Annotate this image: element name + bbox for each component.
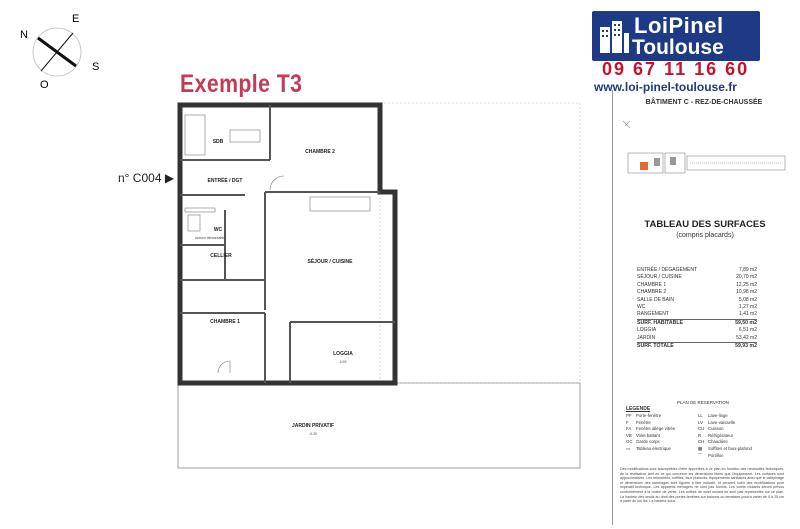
- table-row: [637, 327, 757, 334]
- brand-logo[interactable]: [592, 11, 760, 61]
- row-value: 59,93 m2: [735, 342, 757, 349]
- row-value: 1,41 m2: [738, 311, 757, 318]
- building-label: BÂTIMENT C - REZ-DE-CHAUSSÉE: [645, 99, 763, 106]
- compass-west: O: [40, 79, 49, 91]
- room-jardin: JARDIN PRIVATIF: [291, 423, 335, 429]
- legend-code: CU: [698, 426, 705, 432]
- row-value: 1,27 m2: [738, 303, 757, 310]
- legend-row: [626, 413, 786, 420]
- legend-row: [626, 446, 786, 453]
- room-loggia-dim: 4.93: [339, 360, 347, 364]
- legend-text: Fenêtre allège vitrée: [636, 426, 676, 432]
- table-row: [637, 274, 757, 281]
- row-label: RANGEMENT: [637, 311, 669, 318]
- soffit-icon: ▩: [698, 445, 703, 451]
- room-jardin-dim: -0.20: [309, 432, 317, 436]
- room-sdb: SDB: [212, 139, 224, 145]
- room-sejour: SÉJOUR / CUISINE: [307, 259, 353, 265]
- legend-text: Lave-vaisselle: [708, 419, 736, 425]
- row-label: CHAMBRE 2: [637, 289, 667, 296]
- phone-number[interactable]: 09 67 11 16 60: [602, 59, 750, 79]
- legend-row: [626, 433, 786, 440]
- room-wc-note: cloison démontable: [194, 236, 226, 240]
- row-value: 12,25 m2: [736, 281, 757, 288]
- legend-text: Porte-fenêtre: [636, 413, 662, 418]
- legend-row: [626, 439, 786, 446]
- total-row: [637, 342, 757, 350]
- room-chambre-1: CHAMBRE 1: [210, 319, 240, 325]
- legend-text: Tableau électrique: [636, 445, 671, 451]
- legend-code: FA: [626, 426, 632, 432]
- row-label: WC: [637, 303, 646, 310]
- compass-east: E: [72, 13, 80, 25]
- row-value: 6,51 m2: [738, 327, 757, 334]
- legend-text: Chaudière: [708, 439, 728, 445]
- legend-text: Fenêtre: [636, 419, 651, 425]
- table-row: [637, 297, 757, 304]
- brand-loi: Loi: [634, 13, 669, 38]
- legend-code: PF: [626, 413, 632, 418]
- legend-text: Cuisson: [708, 426, 724, 432]
- legend-code: CH: [698, 439, 705, 445]
- legend-code: LV: [698, 419, 703, 425]
- disclaimer-notes: Des modifications sont susceptibles d'être apportées à ce plan en fonction des nécessités techniques, de la réalisation tant en ce qui concerne les dimensions libres que l'équipement. Les surfaces sont approximatives. Les retombées, soffites, faux plafonds, équipements sanitaires ainsi que le calepinage et dimensions des carrelages sont figurés à titre indicatif, et peuvent subir des modifications pour impératif technique. Les appareils ménagers ne sont pas fournis. Les volets roulants seront prévus conformément à la notice de vente. Les coffres de volet roulant ne sont pas représentés sur ce plan. La hauteur des seuils au droit des portes-fenêtres sur balcons ou terrasses pourra varier de 5 à 25 cm à partir du sol fini. La hauteur sous: [620, 467, 784, 504]
- legend-title: LEGENDE: [626, 406, 651, 412]
- legend-text: Soffites et faux-plafond: [708, 445, 752, 451]
- compass-north: N: [20, 29, 28, 41]
- legend-text: Lave-linge: [708, 413, 728, 418]
- brand-pinel: Pinel: [668, 13, 724, 38]
- row-label: SALLE DE BAIN: [637, 296, 674, 303]
- row-value: 5,08 m2: [738, 296, 757, 303]
- legend-code: VB: [626, 432, 632, 438]
- triangle-right-icon: ▶: [164, 171, 175, 185]
- row-value: 10,98 m2: [736, 289, 757, 296]
- building-icon: [598, 17, 630, 55]
- table-row: [637, 335, 757, 342]
- legend-code: LL: [698, 413, 703, 418]
- legend-text: Volet battant: [636, 432, 660, 438]
- electric-panel-icon: ▭: [626, 445, 631, 451]
- legend-row: [626, 420, 786, 427]
- website-link[interactable]: www.loi-pinel-toulouse.fr: [594, 80, 737, 94]
- row-value: 20,70 m2: [736, 274, 757, 281]
- legend-text: Réfrigérateur: [708, 432, 734, 438]
- room-loggia: LOGGIA: [333, 351, 353, 357]
- legend-text: Garde corps: [636, 439, 660, 445]
- legend-code: R: [698, 432, 702, 438]
- key-plan: [620, 118, 790, 186]
- surfaces-table: [637, 267, 757, 350]
- lot-marker-label: n° C004: [118, 171, 162, 185]
- room-cellier: CELLIER: [210, 253, 232, 259]
- floor-plan: [170, 100, 600, 475]
- compass-south: S: [92, 61, 100, 73]
- legend-spacer: [626, 453, 636, 460]
- table-row: [637, 289, 757, 296]
- legend-code: F: [626, 419, 629, 425]
- habitable-row: [637, 319, 757, 327]
- legend-code: GC: [626, 439, 633, 445]
- lot-marker: [118, 171, 174, 185]
- row-label: SURF. HABITABLE: [637, 319, 684, 326]
- legend-text: Portillon: [708, 452, 724, 458]
- room-chambre-2: CHAMBRE 2: [305, 149, 335, 155]
- row-value: 7,89 m2: [738, 267, 757, 273]
- row-label: SURF. TOTALE: [637, 342, 674, 349]
- row-value: 53,42 m2: [736, 334, 757, 341]
- brand-city: Toulouse: [632, 36, 724, 59]
- room-wc: WC: [213, 227, 223, 233]
- legend-row: [626, 453, 786, 460]
- surfaces-subtitle: (compris placards): [676, 232, 734, 239]
- row-label: LOGGIA: [637, 327, 657, 334]
- row-label: JARDIN: [637, 334, 656, 341]
- room-entree: ENTRÉE / DGT: [207, 178, 243, 184]
- row-value: 59,50 m2: [735, 319, 757, 326]
- row-label: CHAMBRE 1: [637, 281, 667, 288]
- legend: [626, 413, 786, 459]
- legend-spacer: [636, 453, 698, 460]
- gate-icon: ⌒: [698, 452, 703, 458]
- compass-icon: [14, 8, 104, 98]
- surfaces-title: TABLEAU DES SURFACES: [644, 219, 766, 230]
- table-row: [637, 304, 757, 311]
- table-row: [637, 311, 757, 318]
- legend-row: [626, 426, 786, 433]
- reservation-title: PLAN DE RESERVATION: [676, 400, 729, 405]
- table-row: [637, 282, 757, 289]
- row-label: ENTRÉE / DÉGAGEMENT: [637, 267, 698, 273]
- page-title: Exemple T3: [180, 70, 303, 98]
- row-label: SÉJOUR / CUISINE: [637, 274, 682, 281]
